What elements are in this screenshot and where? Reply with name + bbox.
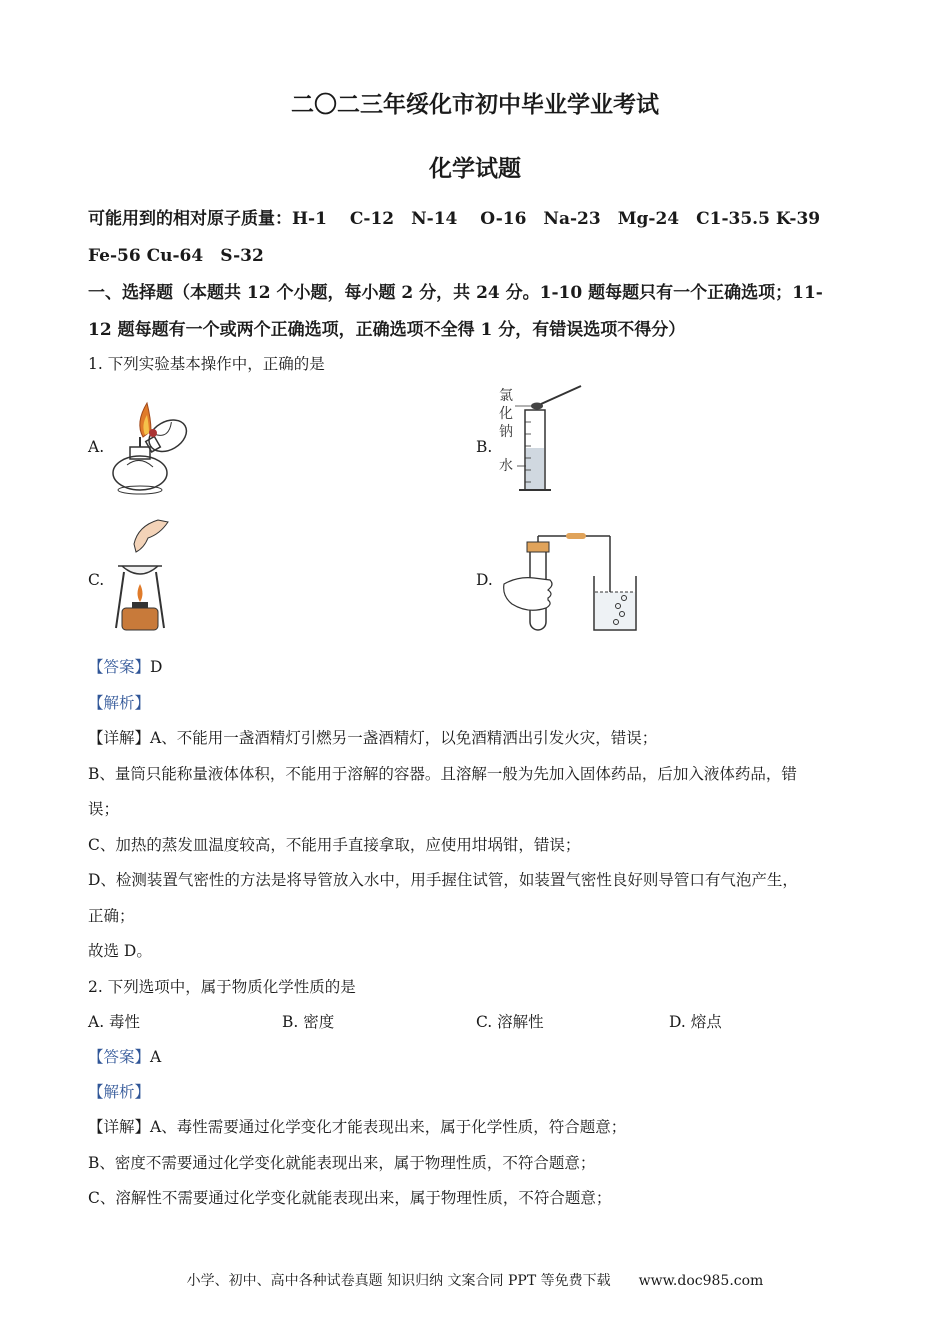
q2-answer-tag: 【答案】 (88, 1048, 151, 1066)
option-a-label: A. (88, 438, 105, 456)
label-hua: 化 (499, 406, 513, 422)
label-sodium: 钠 (499, 424, 513, 440)
q1-analysis-tag: 【解析】 (88, 694, 151, 712)
section-heading-line-2: 12 题每题有一个或两个正确选项，正确选项不全得 1 分，有错误选项不得分） (88, 320, 686, 340)
q1-detail-a (88, 726, 657, 748)
q2-choice-d: D. 熔点 (669, 1013, 722, 1031)
option-d-label: D. (476, 571, 493, 589)
q1-detail-d-1: D、检测装置气密性的方法是将导管放入水中，用手握住试管，如装置气密性良好则导管口有气泡产生， (88, 871, 798, 889)
q2-detail-b: B、密度不需要通过化学变化就能表现出来，属于物理性质，不符合题意； (88, 1154, 596, 1172)
section-heading-line-1: 一、选择题（本题共 12 个小题，每小题 2 分，共 24 分。1-10 题每题只有一个正确选项；11- (88, 283, 823, 303)
q2-detail-c: C、溶解性不需要通过化学变化就能表现出来，属于物理性质，不符合题意； (88, 1189, 612, 1207)
alcohol-lamp-figure (105, 395, 200, 500)
q2-detail-a-text: A、毒性需要通过化学变化才能表现出来，属于化学性质，符合题意； (150, 1118, 627, 1136)
label-chlorine: 氯 (499, 388, 513, 404)
q1-detail-a-text: A、不能用一盏酒精灯引燃另一盏酒精灯，以免酒精洒出引发火灾，错误； (150, 729, 658, 747)
q1-conclusion: 故选 D。 (88, 942, 152, 960)
exam-subtitle: 化学试题 (429, 155, 521, 182)
label-water: 水 (499, 458, 513, 474)
q1-answer-tag: 【答案】 (88, 658, 151, 676)
q2-choice-c: C. 溶解性 (476, 1013, 544, 1031)
option-c-label: C. (88, 571, 105, 589)
atomic-mass-line-1: 可能用到的相对原子质量：H-1 C-12 N-14 O-16 Na-23 Mg-24 C1-35.5 K-39 (88, 209, 821, 229)
airtightness-test-figure (498, 528, 643, 634)
graduated-cylinder-figure (495, 382, 590, 500)
q2-analysis-tag: 【解析】 (88, 1083, 151, 1101)
page-footer: 小学、初中、高中各种试卷真题 知识归纳 文案合同 PPT 等免费下载 www.doc985.com (186, 1273, 764, 1289)
q1-detail-tag: 【详解】 (88, 729, 151, 747)
q2-answer-value: A (150, 1048, 162, 1066)
q1-detail-d-2: 正确； (88, 907, 135, 925)
q2-detail-tag: 【详解】 (88, 1118, 151, 1136)
evaporating-dish-figure (108, 516, 173, 636)
q2-choice-a: A. 毒性 (88, 1013, 141, 1031)
exam-title: 二〇二三年绥化市初中毕业学业考试 (291, 91, 659, 118)
atomic-mass-line-2: Fe-56 Cu-64 S-32 (88, 246, 264, 266)
q1-detail-b-1: B、量筒只能称量液体体积，不能用于溶解的容器。且溶解一般为先加入固体药品，后加入液体药品，错 (88, 765, 797, 783)
q1-answer-value: D (150, 658, 163, 676)
q2-answer-line (88, 1045, 161, 1067)
question-2-stem: 2. 下列选项中，属于物质化学性质的是 (88, 978, 356, 996)
question-1-stem: 1. 下列实验基本操作中，正确的是 (88, 355, 325, 373)
option-b-label: B. (476, 438, 493, 456)
q2-detail-a (88, 1115, 626, 1137)
q1-detail-b-2: 误； (88, 800, 120, 818)
q1-detail-c: C、加热的蒸发皿温度较高，不能用手直接拿取，应使用坩埚钳，错误； (88, 836, 581, 854)
q1-answer-line (88, 655, 162, 677)
q2-choice-b: B. 密度 (282, 1013, 335, 1031)
